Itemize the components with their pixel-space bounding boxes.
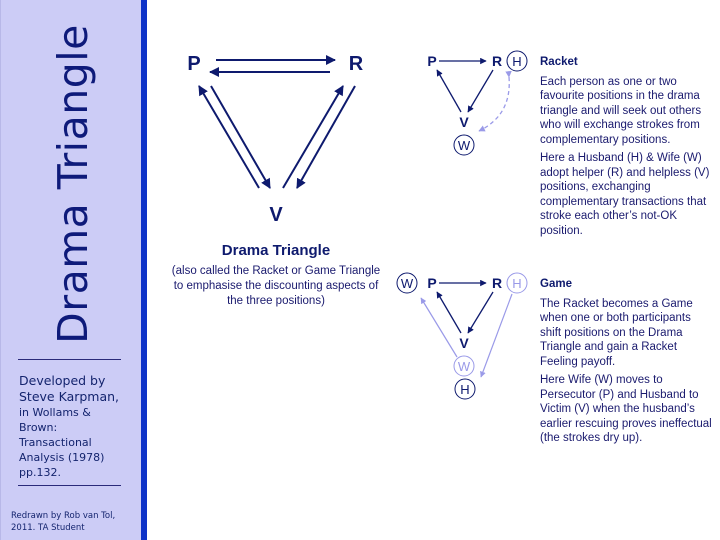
arrow-v-to-p: [199, 86, 259, 188]
game-heading: Game: [540, 278, 572, 290]
racket-node-v: V: [459, 114, 469, 130]
racket-para-2: Here a Husband (H) & Wife (W) adopt helper (R) and helpless (V) positions, exchanging complementary transactions that stroke each other’s not-OK position.: [540, 152, 710, 237]
main-drama-triangle: [187, 53, 363, 226]
arrow-r-to-v: [297, 86, 355, 188]
racket-para-1: Each person as one or two favourite positions in the drama triangle and will seek out others who will exchange strokes from complementary positions.: [540, 75, 702, 146]
racket-husband-label: H: [512, 54, 522, 69]
game-description: [540, 277, 712, 450]
credit-line: in Wollams &: [19, 406, 91, 419]
arrow-p-to-v: [211, 86, 270, 188]
game-husband-shift-arrow: [481, 294, 512, 377]
main-caption-body: (also called the Racket or Game Triangle to emphasise the discounting aspects of the three positions): [171, 265, 381, 307]
racket-heading: Racket: [540, 56, 578, 68]
credit-line: Developed by: [19, 373, 106, 388]
redrawn-line: 2011. TA Student: [11, 523, 85, 533]
credit-line: Transactional: [19, 436, 92, 449]
racket-arrow-r-to-v: [468, 70, 493, 112]
game-arrow-v-to-p: [437, 292, 461, 333]
slide-title: Drama Triangle: [49, 24, 97, 344]
arrow-v-to-r: [283, 86, 343, 188]
game-para-1: The Racket becomes a Game when one or both participants shift positions on the Drama Triangle and gain a Racket Feeling payoff.: [540, 297, 693, 368]
racket-node-r: R: [491, 53, 503, 69]
game-diagram: [397, 273, 527, 399]
game-node-v: V: [459, 335, 469, 351]
racket-arrow-v-to-p: [437, 70, 461, 112]
credit-line: Steve Karpman,: [19, 389, 120, 404]
credit-line: Analysis (1978): [19, 451, 105, 464]
node-rescuer: R: [348, 53, 364, 75]
racket-node-p: P: [427, 53, 437, 69]
game-husband-old-label: H: [512, 276, 522, 291]
node-persecutor: P: [187, 53, 201, 75]
racket-diagram: [427, 51, 527, 155]
racket-wife-label: W: [457, 138, 471, 153]
game-node-p: P: [427, 275, 437, 291]
game-node-r: R: [491, 275, 503, 291]
game-para-2: Here Wife (W) moves to Persecutor (P) and Husband to Victim (V) when the husband’s earlier rescuing proves ineffectual (the strokes dry up).: [540, 374, 712, 444]
main-caption-title: Drama Triangle: [221, 242, 331, 259]
credit-line: Brown:: [19, 421, 58, 434]
game-husband-new-label: H: [460, 382, 470, 397]
game-arrow-r-to-v: [468, 292, 493, 333]
game-wife-shift-arrow: [421, 298, 457, 357]
game-wife-old-label: W: [457, 359, 471, 374]
credit-line: pp.132.: [19, 466, 61, 479]
redrawn-line: Redrawn by Rob van Tol,: [11, 511, 116, 521]
game-wife-new-label: W: [400, 276, 414, 291]
racket-description: [540, 55, 712, 242]
node-victim: V: [269, 204, 283, 226]
